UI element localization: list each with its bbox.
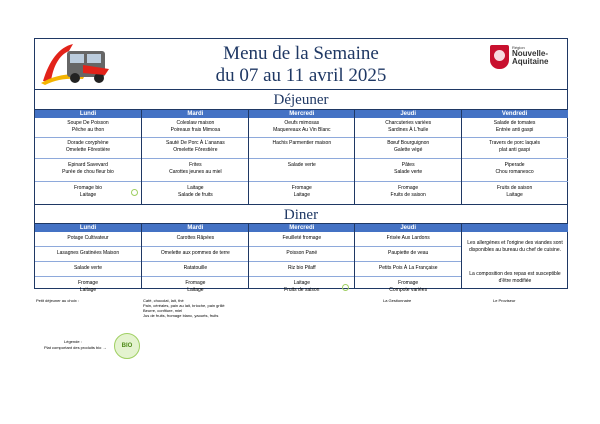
dish-name: Fromage [398, 185, 419, 191]
meal-cell [35, 120, 141, 134]
dish-name: Purée de chou fleur bio [62, 169, 114, 175]
day-header: Mardi [142, 110, 248, 118]
region-logo-prefix: Région [512, 45, 525, 50]
dish-name: Hachis Parmentier maison [272, 140, 332, 146]
day-header: Lundi [35, 110, 141, 118]
meal-cell [35, 185, 141, 199]
dish-name: Carottes jeunes au miel [169, 169, 222, 175]
row-divider [249, 276, 355, 277]
day-column [248, 110, 355, 204]
row-divider [462, 158, 568, 159]
dish-name: Epinard Savevard [68, 162, 108, 168]
dish-name: Lasagnes Gratinées Maison [56, 250, 120, 256]
dish-name: Sauté De Porc À L'ananas [166, 140, 225, 146]
row-divider [35, 246, 141, 247]
meal-cell [142, 120, 248, 134]
day-header: Lundi [35, 224, 141, 232]
legende-item-text: Plat comportant des produits bio [44, 345, 102, 350]
dish-name: Laitage [506, 192, 523, 198]
row-divider [355, 181, 461, 182]
row-divider [142, 181, 248, 182]
row-divider [35, 137, 141, 138]
dish-name: Coleslaw maison [176, 120, 215, 126]
bio-marker-icon [342, 284, 349, 291]
dish-name: Fruits de saison [284, 287, 320, 293]
row-divider [142, 137, 248, 138]
day-header-empty [462, 224, 568, 232]
dish-name: Dorade coryphène [67, 140, 109, 146]
meal-cell [355, 235, 461, 242]
menu-frame [34, 38, 568, 293]
petit-dejeuner-item: Pain, céréales, pain au lait, brioche, pain grillé [143, 303, 225, 308]
row-divider [142, 158, 248, 159]
meal-cell [249, 185, 355, 199]
dish-name: Bœuf Bourguignon [387, 140, 430, 146]
dish-name: Omelette aux pommes de terre [160, 250, 230, 256]
row-divider [249, 181, 355, 182]
petit-dejeuner-item: Café, chocolat, lait, thé [143, 298, 184, 303]
meal-cell [35, 235, 141, 242]
dish-name: Compote variées [389, 287, 428, 293]
meal-cell [35, 280, 141, 294]
menu-date-range: du 07 au 11 avril 2025 [215, 65, 387, 86]
dish-name: Chou romanesco [495, 169, 534, 175]
dish-name: Fruits de saison [496, 185, 533, 191]
dish-name: Salade de fruits [178, 192, 213, 198]
row-divider [462, 181, 568, 182]
legende-label: Légende : [64, 339, 82, 344]
meal-cell [142, 162, 248, 176]
proviseur-signature: Le Proviseur [493, 298, 516, 303]
meal-cell [355, 140, 461, 154]
meal-cell [142, 280, 248, 294]
meal-cell [249, 140, 355, 147]
row-divider [249, 137, 355, 138]
row-divider [355, 246, 461, 247]
meal-cell [355, 185, 461, 199]
row-divider [249, 246, 355, 247]
row-divider [249, 261, 355, 262]
dish-name: Omelette Fôrestière [173, 147, 218, 153]
petit-dejeuner-item: Beurre, confiture, miel [143, 308, 183, 313]
dish-name: Carottes Râpées [176, 235, 215, 241]
row-divider [35, 261, 141, 262]
meal-cell [355, 162, 461, 176]
day-column [354, 224, 461, 293]
dish-name: Laitage [293, 280, 310, 286]
dish-name: Laitage [187, 185, 204, 191]
day-column [461, 110, 568, 204]
petit-dejeuner-item: Jus de fruits, fromage blanc, yaourts, fruits [143, 313, 219, 318]
region-logo [490, 43, 562, 79]
dish-name: Pâtes [401, 162, 415, 168]
dish-name: Galette végé [394, 147, 423, 153]
meal-cell [249, 235, 355, 242]
dish-name: Salade verte [287, 162, 316, 168]
dejeuner-title: Déjeuner [273, 92, 329, 108]
menu-title: Menu de la Semaine [223, 43, 379, 64]
dish-name: Fromage [185, 280, 206, 286]
meal-cell [35, 140, 141, 154]
row-divider [355, 276, 461, 277]
day-header: Mardi [142, 224, 248, 232]
dish-name: Charcuteries variées [385, 120, 432, 126]
meal-cell [462, 162, 568, 176]
bio-logo-text: BIO [121, 343, 133, 349]
gestionnaire-signature: La Gestionnaire [383, 298, 412, 303]
dish-name: Petits Pois À La Française [378, 265, 438, 271]
meal-cell [142, 235, 248, 242]
dish-name: Fromage [291, 185, 312, 191]
dish-name: Poireaux frais Mimosa [170, 127, 221, 133]
row-divider [462, 137, 568, 138]
dish-name: Poisson Pané [286, 250, 318, 256]
dish-name: Frisée Aux Lardons [386, 235, 430, 241]
meal-cell [355, 265, 461, 272]
dish-name: Piperade [504, 162, 525, 168]
row-divider [249, 158, 355, 159]
school-logo [39, 41, 113, 85]
dish-name: Omelette Fôrestière [65, 147, 111, 153]
row-divider [355, 158, 461, 159]
day-header: Jeudi [355, 110, 461, 118]
row-divider [142, 261, 248, 262]
section-divider [35, 204, 567, 205]
dish-name: Paupiette de veau [388, 250, 429, 256]
meal-cell [249, 120, 355, 134]
day-column [141, 224, 248, 293]
day-column [35, 224, 141, 293]
diner-title: Diner [283, 207, 319, 223]
row-divider [355, 137, 461, 138]
dish-name: Maquereaux Au Vin Blanc [273, 127, 331, 133]
dejeuner-grid [35, 110, 567, 204]
day-header: Vendredi [462, 110, 568, 118]
composition-note: La composition des repas est susceptible d'être modifiée [469, 271, 561, 284]
dish-name: Frites [189, 162, 202, 168]
dish-name: Riz bio Pilaff [287, 265, 316, 271]
region-logo-line2: Aquitaine [512, 57, 549, 66]
day-header: Mercredi [249, 224, 355, 232]
meal-cell [355, 280, 461, 294]
day-header: Jeudi [355, 224, 461, 232]
dish-name: Travers de porc laqués [489, 140, 541, 146]
meal-cell [249, 162, 355, 169]
dish-name: Oeufs mimosas [284, 120, 320, 126]
dish-name: Fromage [77, 280, 98, 286]
dish-name: Laitage [79, 192, 97, 198]
dish-name: Sardines À L'huile [388, 127, 429, 133]
dish-name: Salade verte [73, 265, 103, 271]
region-shield-icon [490, 45, 509, 69]
meal-cell [142, 140, 248, 154]
meal-cell [142, 185, 248, 199]
bio-logo-icon [114, 333, 140, 359]
dish-name: Salade de tomates [493, 120, 536, 126]
dish-name: Laitage [187, 287, 204, 293]
row-divider [35, 276, 141, 277]
meal-cell [462, 120, 568, 134]
day-column [35, 110, 141, 204]
menu-header [35, 39, 567, 90]
meal-cell [35, 250, 141, 257]
dish-name: plat anti gaspi [499, 147, 531, 153]
arrow-right-icon: → [102, 345, 107, 350]
dish-name: Laitage [293, 192, 310, 198]
day-column [141, 110, 248, 204]
meal-cell [355, 120, 461, 134]
day-column [248, 224, 355, 293]
region-logo-line1: Nouvelle- [512, 49, 549, 58]
petit-dejeuner-list [143, 298, 231, 318]
day-header: Mercredi [249, 110, 355, 118]
dish-name: Soupe De Poisson [67, 120, 109, 126]
petit-dejeuner-label: Petit déjeuner au choix : [36, 298, 79, 303]
dish-name: Fromage [398, 280, 419, 286]
dish-name: Salade verte [394, 169, 423, 175]
meal-cell [462, 140, 568, 154]
row-divider [355, 261, 461, 262]
dish-name: Fruits de saison [390, 192, 426, 198]
meal-cell [142, 265, 248, 272]
meal-cell [249, 250, 355, 257]
bio-marker-icon [131, 189, 138, 196]
row-divider [35, 181, 141, 182]
meal-cell [355, 250, 461, 257]
meal-cell [462, 185, 568, 199]
meal-cell [35, 265, 141, 272]
dish-name: Potage Cultivateur [67, 235, 109, 241]
dish-name: Entrée anti gaspi [495, 127, 534, 133]
day-column [354, 110, 461, 204]
allergen-note: Les allergènes et l'origine des viandes sont disponibles au bureau du chef de cuisine. [467, 240, 563, 253]
meal-cell [35, 162, 141, 176]
row-divider [142, 276, 248, 277]
meal-cell [249, 265, 355, 272]
dish-name: Pêche au thon [71, 127, 105, 133]
dish-name: Laitage [79, 287, 97, 293]
meal-cell [142, 250, 248, 257]
dish-name: Feuilleté fromage [282, 235, 322, 241]
legende-item [44, 345, 107, 350]
dish-name: Ratatouille [183, 265, 208, 271]
dish-name: Fromage bio [73, 185, 103, 191]
meal-cell [249, 280, 355, 294]
row-divider [35, 158, 141, 159]
row-divider [142, 246, 248, 247]
